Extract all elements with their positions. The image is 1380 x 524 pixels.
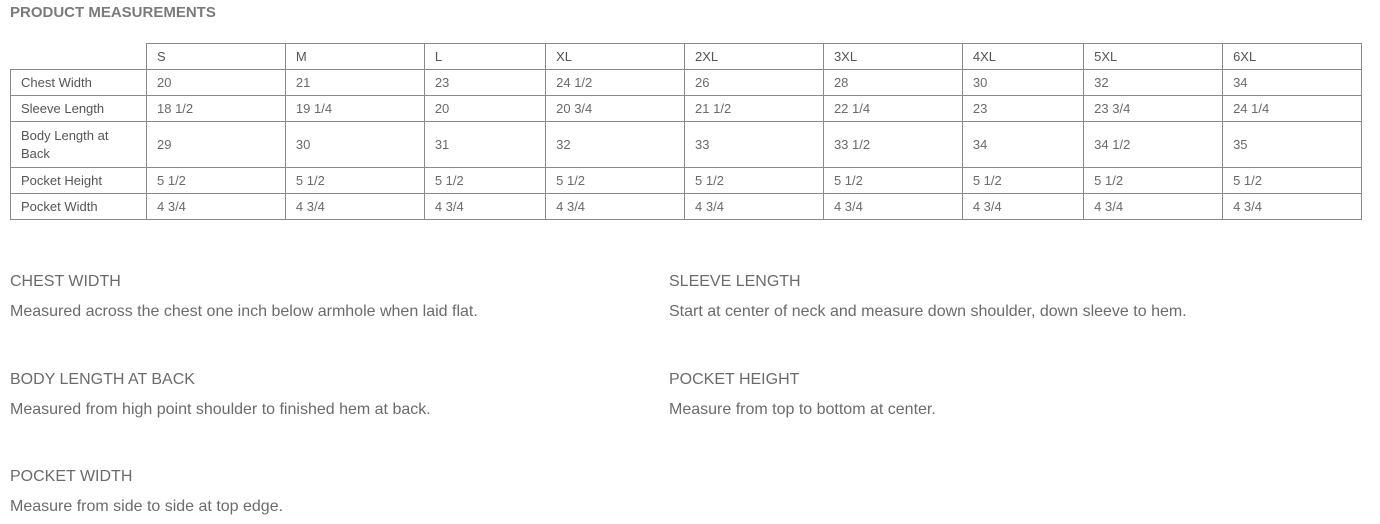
table-cell: 4 3/4 bbox=[1223, 194, 1362, 220]
table-cell: 32 bbox=[546, 122, 685, 168]
size-header-cell: S bbox=[147, 44, 286, 70]
size-header-cell: 5XL bbox=[1084, 44, 1223, 70]
size-header-cell: 6XL bbox=[1223, 44, 1362, 70]
table-cell: 23 bbox=[962, 96, 1083, 122]
size-header-cell: 3XL bbox=[823, 44, 962, 70]
table-cell: 24 1/2 bbox=[546, 70, 685, 96]
description-text: Measure from side to side at top edge. bbox=[10, 498, 284, 515]
body-length-description bbox=[10, 370, 630, 420]
table-cell: 32 bbox=[1084, 70, 1223, 96]
description-text: Measured from high point shoulder to finished hem at back. bbox=[10, 401, 431, 418]
table-cell: 5 1/2 bbox=[962, 168, 1083, 194]
table-cell: 28 bbox=[823, 70, 962, 96]
size-header-cell: L bbox=[424, 44, 545, 70]
table-cell: 5 1/2 bbox=[1084, 168, 1223, 194]
table-cell: 29 bbox=[147, 122, 286, 168]
description-heading: CHEST WIDTH bbox=[10, 273, 121, 290]
table-row bbox=[11, 122, 1362, 168]
measurements-table bbox=[10, 43, 1362, 220]
table-cell: 22 1/4 bbox=[823, 96, 962, 122]
description-heading: SLEEVE LENGTH bbox=[669, 273, 801, 290]
table-row bbox=[11, 96, 1362, 122]
table-cell: 34 bbox=[962, 122, 1083, 168]
row-label: Chest Width bbox=[11, 70, 147, 96]
description-heading: POCKET HEIGHT bbox=[669, 371, 800, 388]
table-cell: 35 bbox=[1223, 122, 1362, 168]
table-cell: 21 bbox=[285, 70, 424, 96]
header-corner-cell bbox=[11, 44, 147, 70]
size-header-cell: 2XL bbox=[685, 44, 824, 70]
table-cell: 5 1/2 bbox=[424, 168, 545, 194]
table-cell: 34 bbox=[1223, 70, 1362, 96]
table-cell: 5 1/2 bbox=[1223, 168, 1362, 194]
row-label: Sleeve Length bbox=[11, 96, 147, 122]
description-heading: POCKET WIDTH bbox=[10, 468, 133, 485]
pocket-height-description bbox=[669, 370, 1289, 420]
table-cell: 5 1/2 bbox=[285, 168, 424, 194]
description-text: Measure from top to bottom at center. bbox=[669, 401, 936, 418]
table-cell: 30 bbox=[285, 122, 424, 168]
table-cell: 33 1/2 bbox=[823, 122, 962, 168]
table-cell: 5 1/2 bbox=[147, 168, 286, 194]
table-row bbox=[11, 194, 1362, 220]
table-cell: 26 bbox=[685, 70, 824, 96]
sleeve-length-description bbox=[669, 272, 1289, 322]
table-cell: 4 3/4 bbox=[685, 194, 824, 220]
description-heading: BODY LENGTH AT BACK bbox=[10, 371, 195, 388]
description-text: Start at center of neck and measure down shoulder, down sleeve to hem. bbox=[669, 303, 1187, 320]
chest-width-description bbox=[10, 272, 630, 322]
table-row bbox=[11, 168, 1362, 194]
size-header-cell: XL bbox=[546, 44, 685, 70]
table-cell: 19 1/4 bbox=[285, 96, 424, 122]
page-title: PRODUCT MEASUREMENTS bbox=[10, 4, 216, 21]
table-cell: 23 3/4 bbox=[1084, 96, 1223, 122]
table-cell: 5 1/2 bbox=[546, 168, 685, 194]
table-cell: 20 3/4 bbox=[546, 96, 685, 122]
size-header-cell: 4XL bbox=[962, 44, 1083, 70]
row-label: Body Length at Back bbox=[11, 122, 147, 168]
table-row bbox=[11, 70, 1362, 96]
size-header-cell: M bbox=[285, 44, 424, 70]
pocket-width-description bbox=[10, 467, 630, 517]
row-label: Pocket Width bbox=[11, 194, 147, 220]
row-label: Pocket Height bbox=[11, 168, 147, 194]
table-cell: 4 3/4 bbox=[1084, 194, 1223, 220]
description-text: Measured across the chest one inch below armhole when laid flat. bbox=[10, 303, 478, 320]
table-cell: 24 1/4 bbox=[1223, 96, 1362, 122]
table-cell: 20 bbox=[147, 70, 286, 96]
table-cell: 4 3/4 bbox=[147, 194, 286, 220]
table-cell: 34 1/2 bbox=[1084, 122, 1223, 168]
table-cell: 4 3/4 bbox=[424, 194, 545, 220]
table-cell: 4 3/4 bbox=[823, 194, 962, 220]
table-cell: 23 bbox=[424, 70, 545, 96]
table-cell: 4 3/4 bbox=[962, 194, 1083, 220]
table-cell: 30 bbox=[962, 70, 1083, 96]
table-cell: 5 1/2 bbox=[823, 168, 962, 194]
table-cell: 5 1/2 bbox=[685, 168, 824, 194]
table-cell: 33 bbox=[685, 122, 824, 168]
table-cell: 4 3/4 bbox=[546, 194, 685, 220]
table-cell: 21 1/2 bbox=[685, 96, 824, 122]
table-cell: 20 bbox=[424, 96, 545, 122]
table-cell: 31 bbox=[424, 122, 545, 168]
size-header-row bbox=[11, 44, 1362, 70]
table-cell: 18 1/2 bbox=[147, 96, 286, 122]
table-cell: 4 3/4 bbox=[285, 194, 424, 220]
